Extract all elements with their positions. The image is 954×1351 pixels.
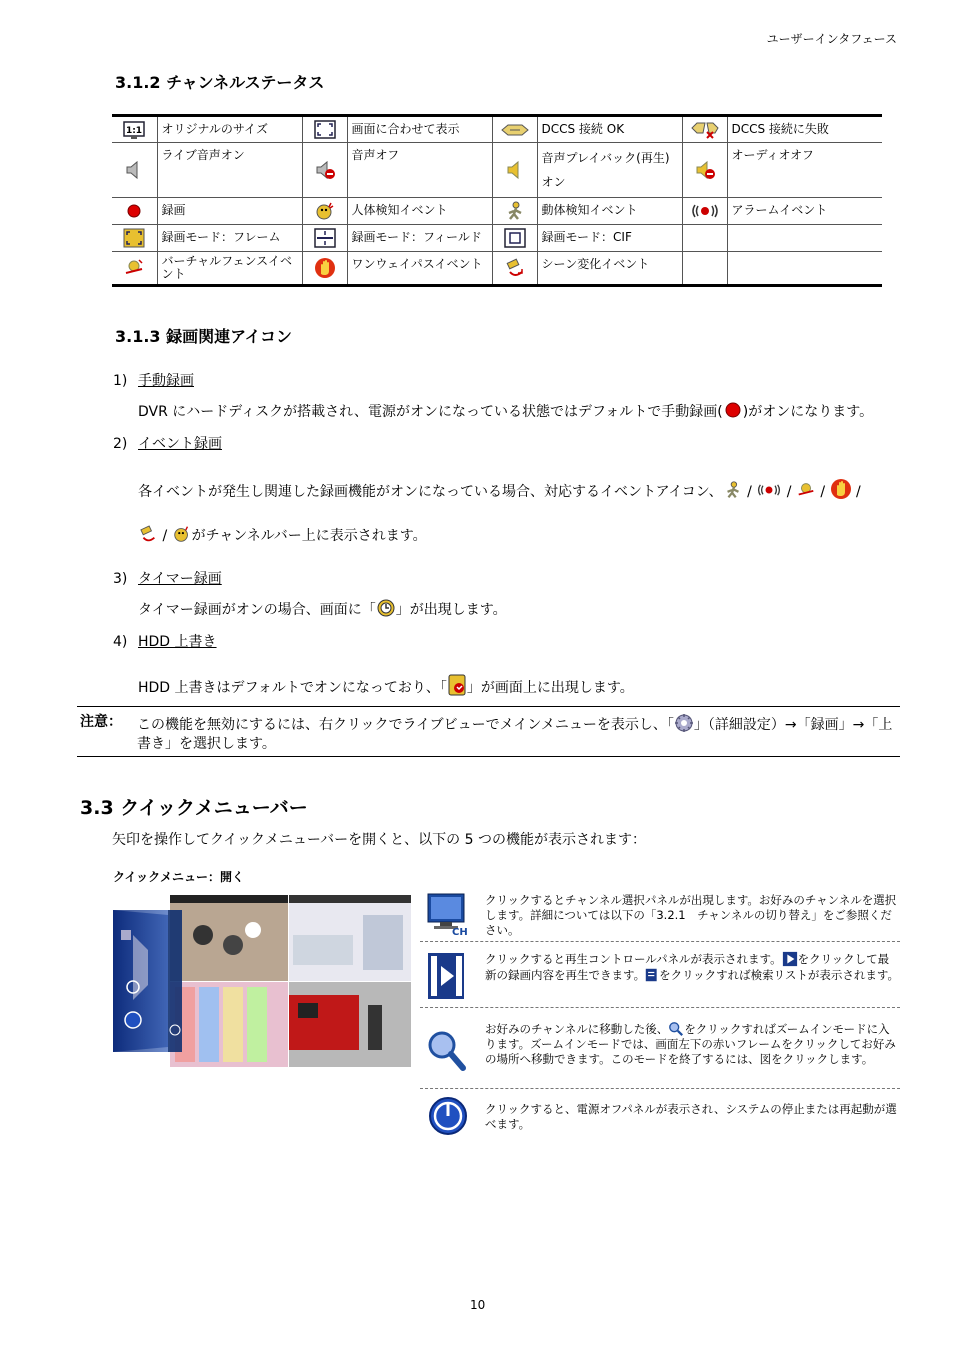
note-label: 注意： <box>80 714 122 730</box>
status-label: シーン変化イベント <box>537 252 682 286</box>
motion-detect-icon <box>492 198 537 225</box>
dccs-fail-icon <box>682 116 727 143</box>
quick-menu-item-channel <box>420 890 900 942</box>
status-label: オーディオオフ <box>727 143 882 198</box>
hdd-overwrite-icon <box>447 674 467 696</box>
note-text-line2: 書き」を選択します。 <box>137 736 276 752</box>
quick-menu-text: クリックするとチャンネル選択パネルが出現します。お好みのチャンネルを選択します。詳細については以下の「3.2.1 チャンネルの切り替え」をご参照ください。 <box>485 893 897 937</box>
status-label <box>727 225 882 252</box>
status-label: 動体検知イベント <box>537 198 682 225</box>
quick-menu-item-zoom <box>420 1009 900 1089</box>
channel-icon[interactable] <box>426 892 468 936</box>
zoom-icon[interactable] <box>426 1029 468 1075</box>
status-label: バーチャルフェンスイベント <box>157 252 302 286</box>
quick-menu-item-power <box>420 1090 900 1140</box>
timer-icon <box>376 598 396 618</box>
page-header-title: ユーザーインタフェース <box>766 32 897 46</box>
item-3-text: タイマー録画がオンの場合、画面に「 」が出現します。 <box>138 598 507 619</box>
svg-text:1:1: 1:1 <box>126 125 143 136</box>
scene-change-icon <box>138 524 158 544</box>
quick-menu-screenshot <box>113 895 411 1067</box>
motion-detect-icon <box>723 480 743 500</box>
section-313-title: 3.1.3 録画関連アイコン <box>115 327 293 346</box>
status-label: 音声オフ <box>347 143 492 198</box>
status-label: ライブ音声オン <box>157 143 302 198</box>
live-audio-on-icon <box>112 143 157 198</box>
svg-text:CH: CH <box>452 927 468 936</box>
item-2-title: イベント録画 <box>138 436 222 452</box>
item-1-text: DVR にハードディスクが搭載され、電源がオンになっている状態ではデフォルトで手動録画( )がオンになります。 <box>138 400 873 421</box>
record-field-icon <box>302 225 347 252</box>
human-detect-icon <box>302 198 347 225</box>
item-4-text: HDD 上書きはデフォルトでオンになっており、「 」が画面上に出現します。 <box>138 674 634 697</box>
channel-status-table <box>112 114 882 287</box>
dccs-ok-icon <box>492 116 537 143</box>
empty-cell <box>682 252 727 286</box>
audio-off-icon <box>302 143 347 198</box>
record-icon <box>112 198 157 225</box>
quick-menu-text: クリックすると再生コントロールパネルが表示されます。 をクリックして最新の録画内容を再生できます。 をクリックすれば検索リストが表示されます。 <box>485 952 899 982</box>
virtual-fence-icon <box>112 252 157 286</box>
record-icon <box>723 400 743 420</box>
item-1-title: 手動録画 <box>138 373 194 389</box>
audio-out-off-icon <box>682 143 727 198</box>
status-label <box>727 252 882 286</box>
one-way-icon <box>830 478 852 500</box>
record-cif-icon <box>492 225 537 252</box>
figure-caption: クイックメニュー：開く <box>113 870 245 884</box>
item-1-number: 1) <box>113 373 128 389</box>
playback-audio-on-icon <box>492 143 537 198</box>
power-icon[interactable] <box>428 1096 468 1136</box>
status-label: 画面に合わせて表示 <box>347 116 492 143</box>
scene-change-icon <box>492 252 537 286</box>
status-label: 録画モード：CIF <box>537 225 682 252</box>
status-label: 人体検知イベント <box>347 198 492 225</box>
status-label: 録画モード：フィールド <box>347 225 492 252</box>
item-4-number: 4) <box>113 634 128 650</box>
note-box <box>77 706 900 757</box>
status-label: DCCS 接続に失敗 <box>727 116 882 143</box>
one-way-icon <box>302 252 347 286</box>
status-label: 録画モード：フレーム <box>157 225 302 252</box>
item-2-text-line1: 各イベントが発生し関連した録画機能がオンになっている場合、対応するイベントアイコン、 / / / / <box>138 478 861 501</box>
record-frame-icon <box>112 225 157 252</box>
alarm-icon <box>756 480 782 500</box>
status-label: 録画 <box>157 198 302 225</box>
status-label: アラームイベント <box>727 198 882 225</box>
quick-menu-text: お好みのチャンネルに移動した後、 をクリックすればズームインモードに入ります。ズームインモードでは、画面左下の赤いフレームをクリックしてお好みの場所へ移動できます。このモードを終了するには、図をクリックします。 <box>485 1022 896 1066</box>
status-label: 音声プレイバック(再生)オン <box>537 143 682 198</box>
item-3-title: タイマー録画 <box>138 571 222 587</box>
item-2-text-line2: / がチャンネルバー上に表示されます。 <box>138 524 427 545</box>
search-list-icon <box>645 967 659 983</box>
empty-cell <box>682 225 727 252</box>
play-icon <box>782 951 798 967</box>
status-label: オリジナルのサイズ <box>157 116 302 143</box>
playback-panel-icon[interactable] <box>426 951 468 1001</box>
note-text-line1: この機能を無効にするには、右クリックでライブビューでメインメニューを表示し、「 」（詳細設定）→「録画」→「上 <box>137 713 892 734</box>
status-label: ワンウェイパスイベント <box>347 252 492 286</box>
quick-menu-text: クリックすると、電源オフパネルが表示され、システムの停止または再起動が選べます。 <box>485 1102 897 1131</box>
section-312-title: 3.1.2 チャンネルステータス <box>115 73 325 92</box>
human-detect-icon <box>172 524 192 544</box>
quick-menu-item-playback <box>420 943 900 1008</box>
item-3-number: 3) <box>113 571 128 587</box>
section-33-intro: 矢印を操作してクイックメニューバーを開くと、以下の 5 つの機能が表示されます： <box>112 832 646 848</box>
original-size-icon <box>112 116 157 143</box>
zoom-small-icon <box>668 1021 684 1037</box>
status-label: DCCS 接続 OK <box>537 116 682 143</box>
section-33-title: 3.3 クイックメニューバー <box>80 797 308 819</box>
fit-screen-icon <box>302 116 347 143</box>
page-number: 10 <box>470 1298 486 1312</box>
gear-icon <box>674 713 694 733</box>
alarm-icon <box>682 198 727 225</box>
item-4-title: HDD 上書き <box>138 634 217 650</box>
item-2-number: 2) <box>113 436 128 452</box>
virtual-fence-icon <box>796 480 816 500</box>
